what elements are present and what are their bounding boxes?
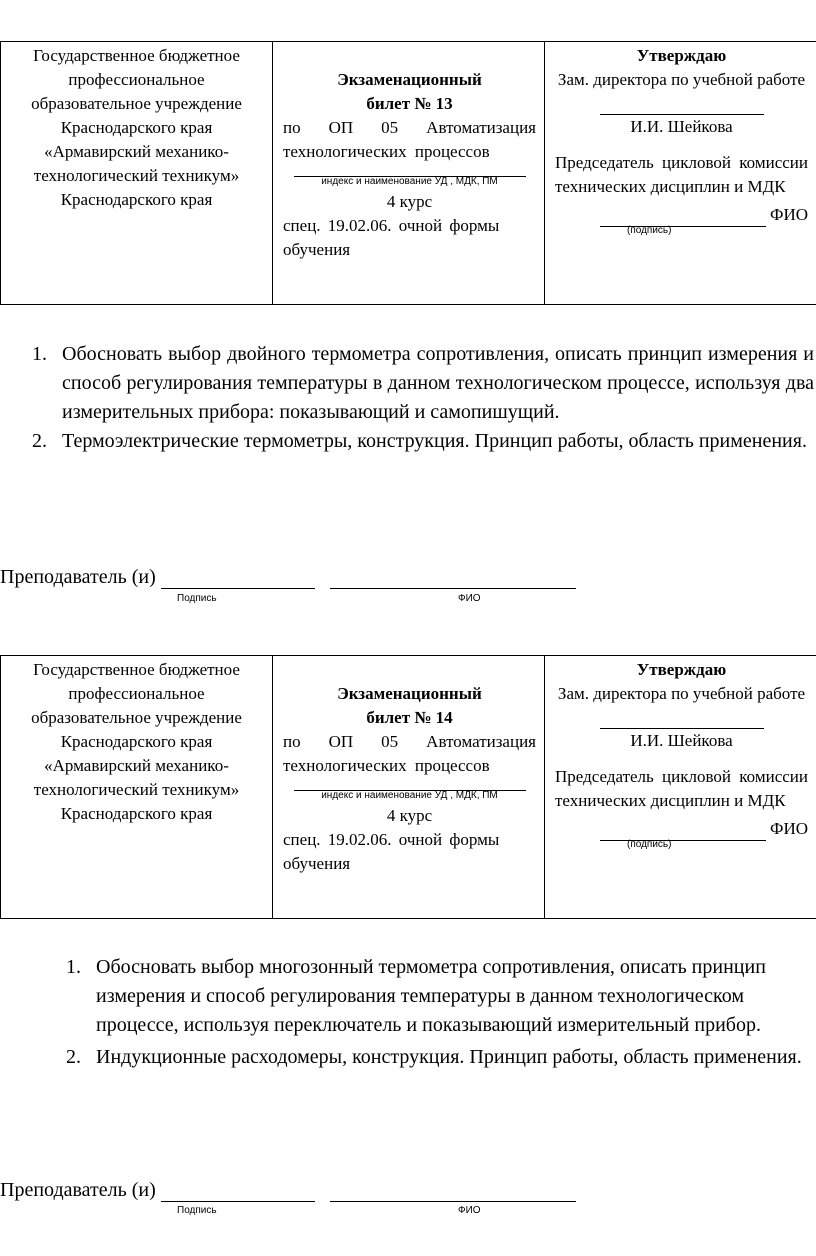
teacher-fio-line [330,1183,576,1202]
institution-cell [1,42,273,305]
institution-name: Государственное бюджетное профессиональное образовательное учреждение Краснодарского края «Армавирский механико-технологический техникум» Краснодарского края [31,46,242,209]
teacher-fio-caption: ФИО [458,593,481,604]
chairman-title: Председатель цикловой комиссии технических дисциплин и МДК [555,767,808,810]
approve-label: Утверждаю [636,46,727,65]
task-list [66,953,808,1072]
chairman-signature-line [600,208,766,227]
task-text: Термоэлектрические термометры, конструкция. Принцип работы, область применения. [62,430,807,452]
task-list [32,340,814,456]
task-number: 2. [66,1046,81,1068]
ticket-info-cell [273,42,545,305]
task-item [66,1043,808,1072]
approval-cell [545,656,816,919]
teacher-sign-caption: Подпись [177,1205,217,1216]
deputy-name: И.И. Шейкова [630,731,733,750]
institution-name: Государственное бюджетное профессиональное образовательное учреждение Краснодарского края «Армавирский механико-технологический техникум» Краснодарского края [31,660,242,823]
ticket-title: Экзаменационный [337,70,482,89]
task-number: 2. [32,430,47,452]
task-item [66,953,808,1040]
signature-caption: (подпись) [627,225,672,236]
deputy-name: И.И. Шейкова [630,117,733,136]
ticket-specialty: спец. 19.02.06. очной формы обучения [283,216,500,259]
deputy-title: Зам. директора по учебной работе [557,684,806,703]
ticket-specialty: спец. 19.02.06. очной формы обучения [283,830,500,873]
teacher-label: Преподаватель (и) [0,566,156,588]
task-item [32,427,814,456]
task-item [32,340,814,427]
teacher-signature-line [161,1183,315,1202]
deputy-title: Зам. директора по учебной работе [557,70,806,89]
fio-label: ФИО [770,819,808,838]
ticket-number: билет № 13 [366,94,453,113]
ticket-course: 4 курс [386,806,433,825]
subject-caption: индекс и наименование УД , МДК, ПМ [321,790,498,801]
task-text: Обосновать выбор двойного термометра сопротивления, описать принцип измерения и способ регулирования температуры в данном технологическом процессе, используя два измерительных прибора: показывающий и самопишущий. [62,343,814,423]
task-text: Обосновать выбор многозонный термометра сопротивления, описать принцип измерения и способ регулирования температуры в данном технологическом процессе, используя переключатель и показывающий измерительный прибор. [96,956,766,1036]
teacher-sign-caption: Подпись [177,593,217,604]
teacher-signature-line [161,570,315,589]
ticket-header-table [0,41,816,305]
ticket-header-table [0,655,816,919]
teacher-signature-row [0,565,576,589]
teacher-signature-row [0,1178,576,1202]
fio-label: ФИО [770,205,808,224]
ticket-course: 4 курс [386,192,433,211]
institution-cell [1,656,273,919]
teacher-label: Преподаватель (и) [0,1179,156,1201]
task-number: 1. [66,956,81,978]
chairman-signature-line [600,822,766,841]
ticket-subject: по ОП 05 Автоматизация технологических процессов [283,118,536,161]
ticket-number: билет № 14 [366,708,453,727]
chairman-title: Председатель цикловой комиссии технических дисциплин и МДК [555,153,808,196]
task-number: 1. [32,343,47,365]
signature-caption: (подпись) [627,839,672,850]
teacher-fio-caption: ФИО [458,1205,481,1216]
ticket-subject: по ОП 05 Автоматизация технологических процессов [283,732,536,775]
ticket-info-cell [273,656,545,919]
task-text: Индукционные расходомеры, конструкция. Принцип работы, область применения. [96,1046,802,1068]
teacher-fio-line [330,570,576,589]
ticket-title: Экзаменационный [337,684,482,703]
approval-cell [545,42,816,305]
subject-caption: индекс и наименование УД , МДК, ПМ [321,176,498,187]
approve-label: Утверждаю [636,660,727,679]
